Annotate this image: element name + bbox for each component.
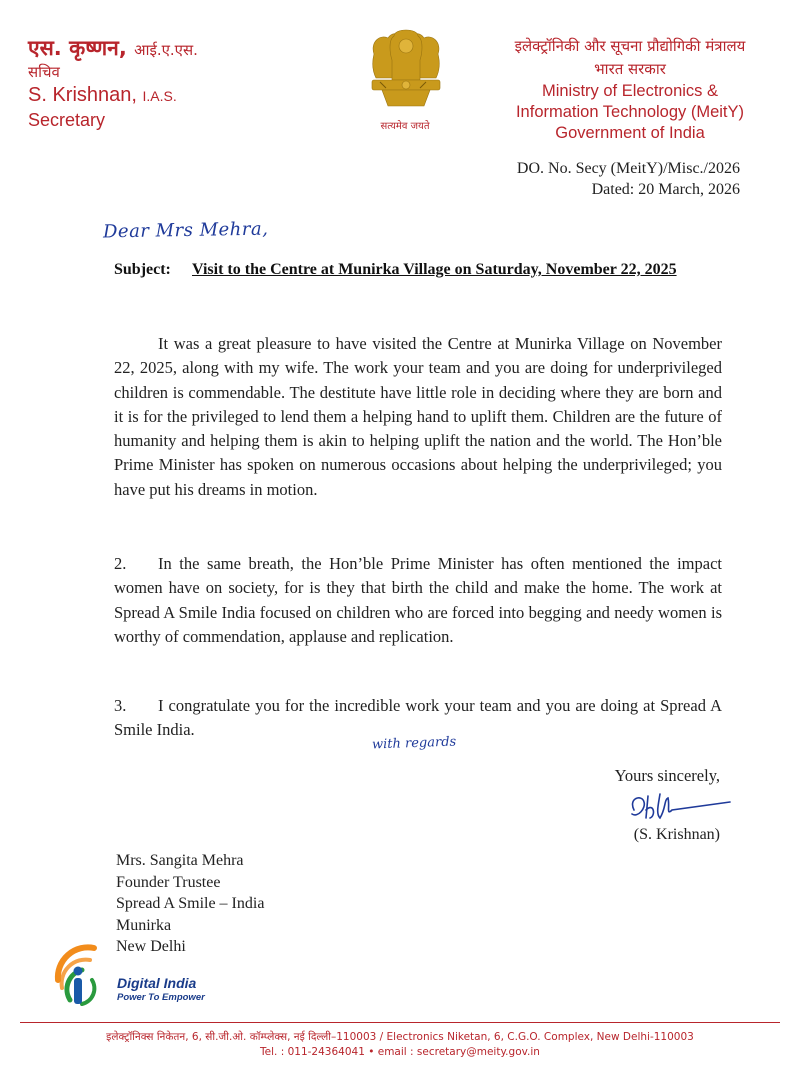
handwritten-regards: with regards [371,734,457,753]
paragraph-3-text: I congratulate you for the incredible work your team and you are doing at Spread A Smile India. [114,696,722,740]
sender-title-english: Secretary [28,110,106,130]
subject-text: Visit to the Centre at Munirka Village on Saturday, November 22, 2025 [192,261,677,278]
closing-text: Yours sincerely, [614,766,720,785]
government-hindi: भारत सरकार [594,60,666,78]
addressee-line: Mrs. Sangita Mehra [116,852,244,869]
do-number: DO. No. Secy (MeitY)/Misc./2026 [516,160,740,177]
letter-date: Dated: 20 March, 2026 [591,181,740,198]
sender-title-hindi: सचिव [28,63,60,81]
paragraph-1: It was a great pleasure to have visited the Centre at Munirka Village on November 22, 2025, along with my wife. The work your team and you are doing for underprivileged children is commendable. The destitute have little role in deciding where they are born and it is for the privileged to lend them a helping hand to uplift them. Children are the future of humanity and helping them is akin to helping uplift the nation and the world. The Hon’ble Prime Minister has spoken on numerous occasions about helping the underprivileged; you have put his dreams in motion. [114,334,722,499]
emblem-motto: सत्यमेव जयते [380,121,430,132]
sender-name-hindi [28,34,198,62]
signatory-name: (S. Krishnan) [633,826,720,843]
sender-name-hindi-text: एस. कृष्णन, [28,36,127,60]
signature-image [620,788,740,828]
paragraph-2-text: In the same breath, the Hon’ble Prime Minister has often mentioned the impact women have on society, for is they that birth the child and make the home. The work at Spread A Smile India focused on children who are forced into begging and needy women is worthy of commendation, applause and replication. [114,554,722,646]
reference-block [517,158,740,200]
footer-block [20,1030,780,1060]
addressee-line: Munirka [116,916,172,934]
digital-india-tagline: Power To Empower [117,992,205,1003]
sender-name-english [28,84,177,107]
paragraph-2 [114,552,722,649]
footer-address: इलेक्ट्रॉनिक्स निकेतन, 6, सी.जी.ओ. कॉम्प्लेक्स, नई दिल्ली–110003 / Electronics Niketan, 6, C.G.O. Complex, New Delhi-110003 [106,1031,694,1043]
ministry-block [480,36,780,144]
ministry-name-hindi: इलेक्ट्रॉनिकी और सूचना प्रौद्योगिकी मंत्रालय [514,37,746,55]
footer-divider [20,1022,780,1023]
paragraph-2-number: 2. [114,554,127,573]
paragraph-3-number: 3. [114,696,127,715]
addressee-line: Spread A Smile – India [116,895,265,912]
subject-label: Subject: [114,261,171,278]
addressee-line: Founder Trustee [116,873,221,891]
handwritten-salutation: Dear Mrs Mehra, [102,218,269,243]
subject-line [114,259,730,281]
ministry-name-english-1: Ministry of Electronics & [541,82,719,100]
sender-service-english: I.A.S. [142,88,177,104]
digital-india-title: Digital India [117,975,197,991]
ministry-name-english-2: Information Technology (MeitY) [515,103,745,121]
footer-contact: Tel. : 011-24364041 • email : secretary@meity.gov.in [260,1046,540,1058]
ministry-name-english-3: Government of India [555,124,705,142]
sender-name-english-text: S. Krishnan, [28,84,137,106]
addressee-line: New Delhi [116,938,186,955]
sender-service-hindi: आई.ए.एस. [134,41,198,59]
